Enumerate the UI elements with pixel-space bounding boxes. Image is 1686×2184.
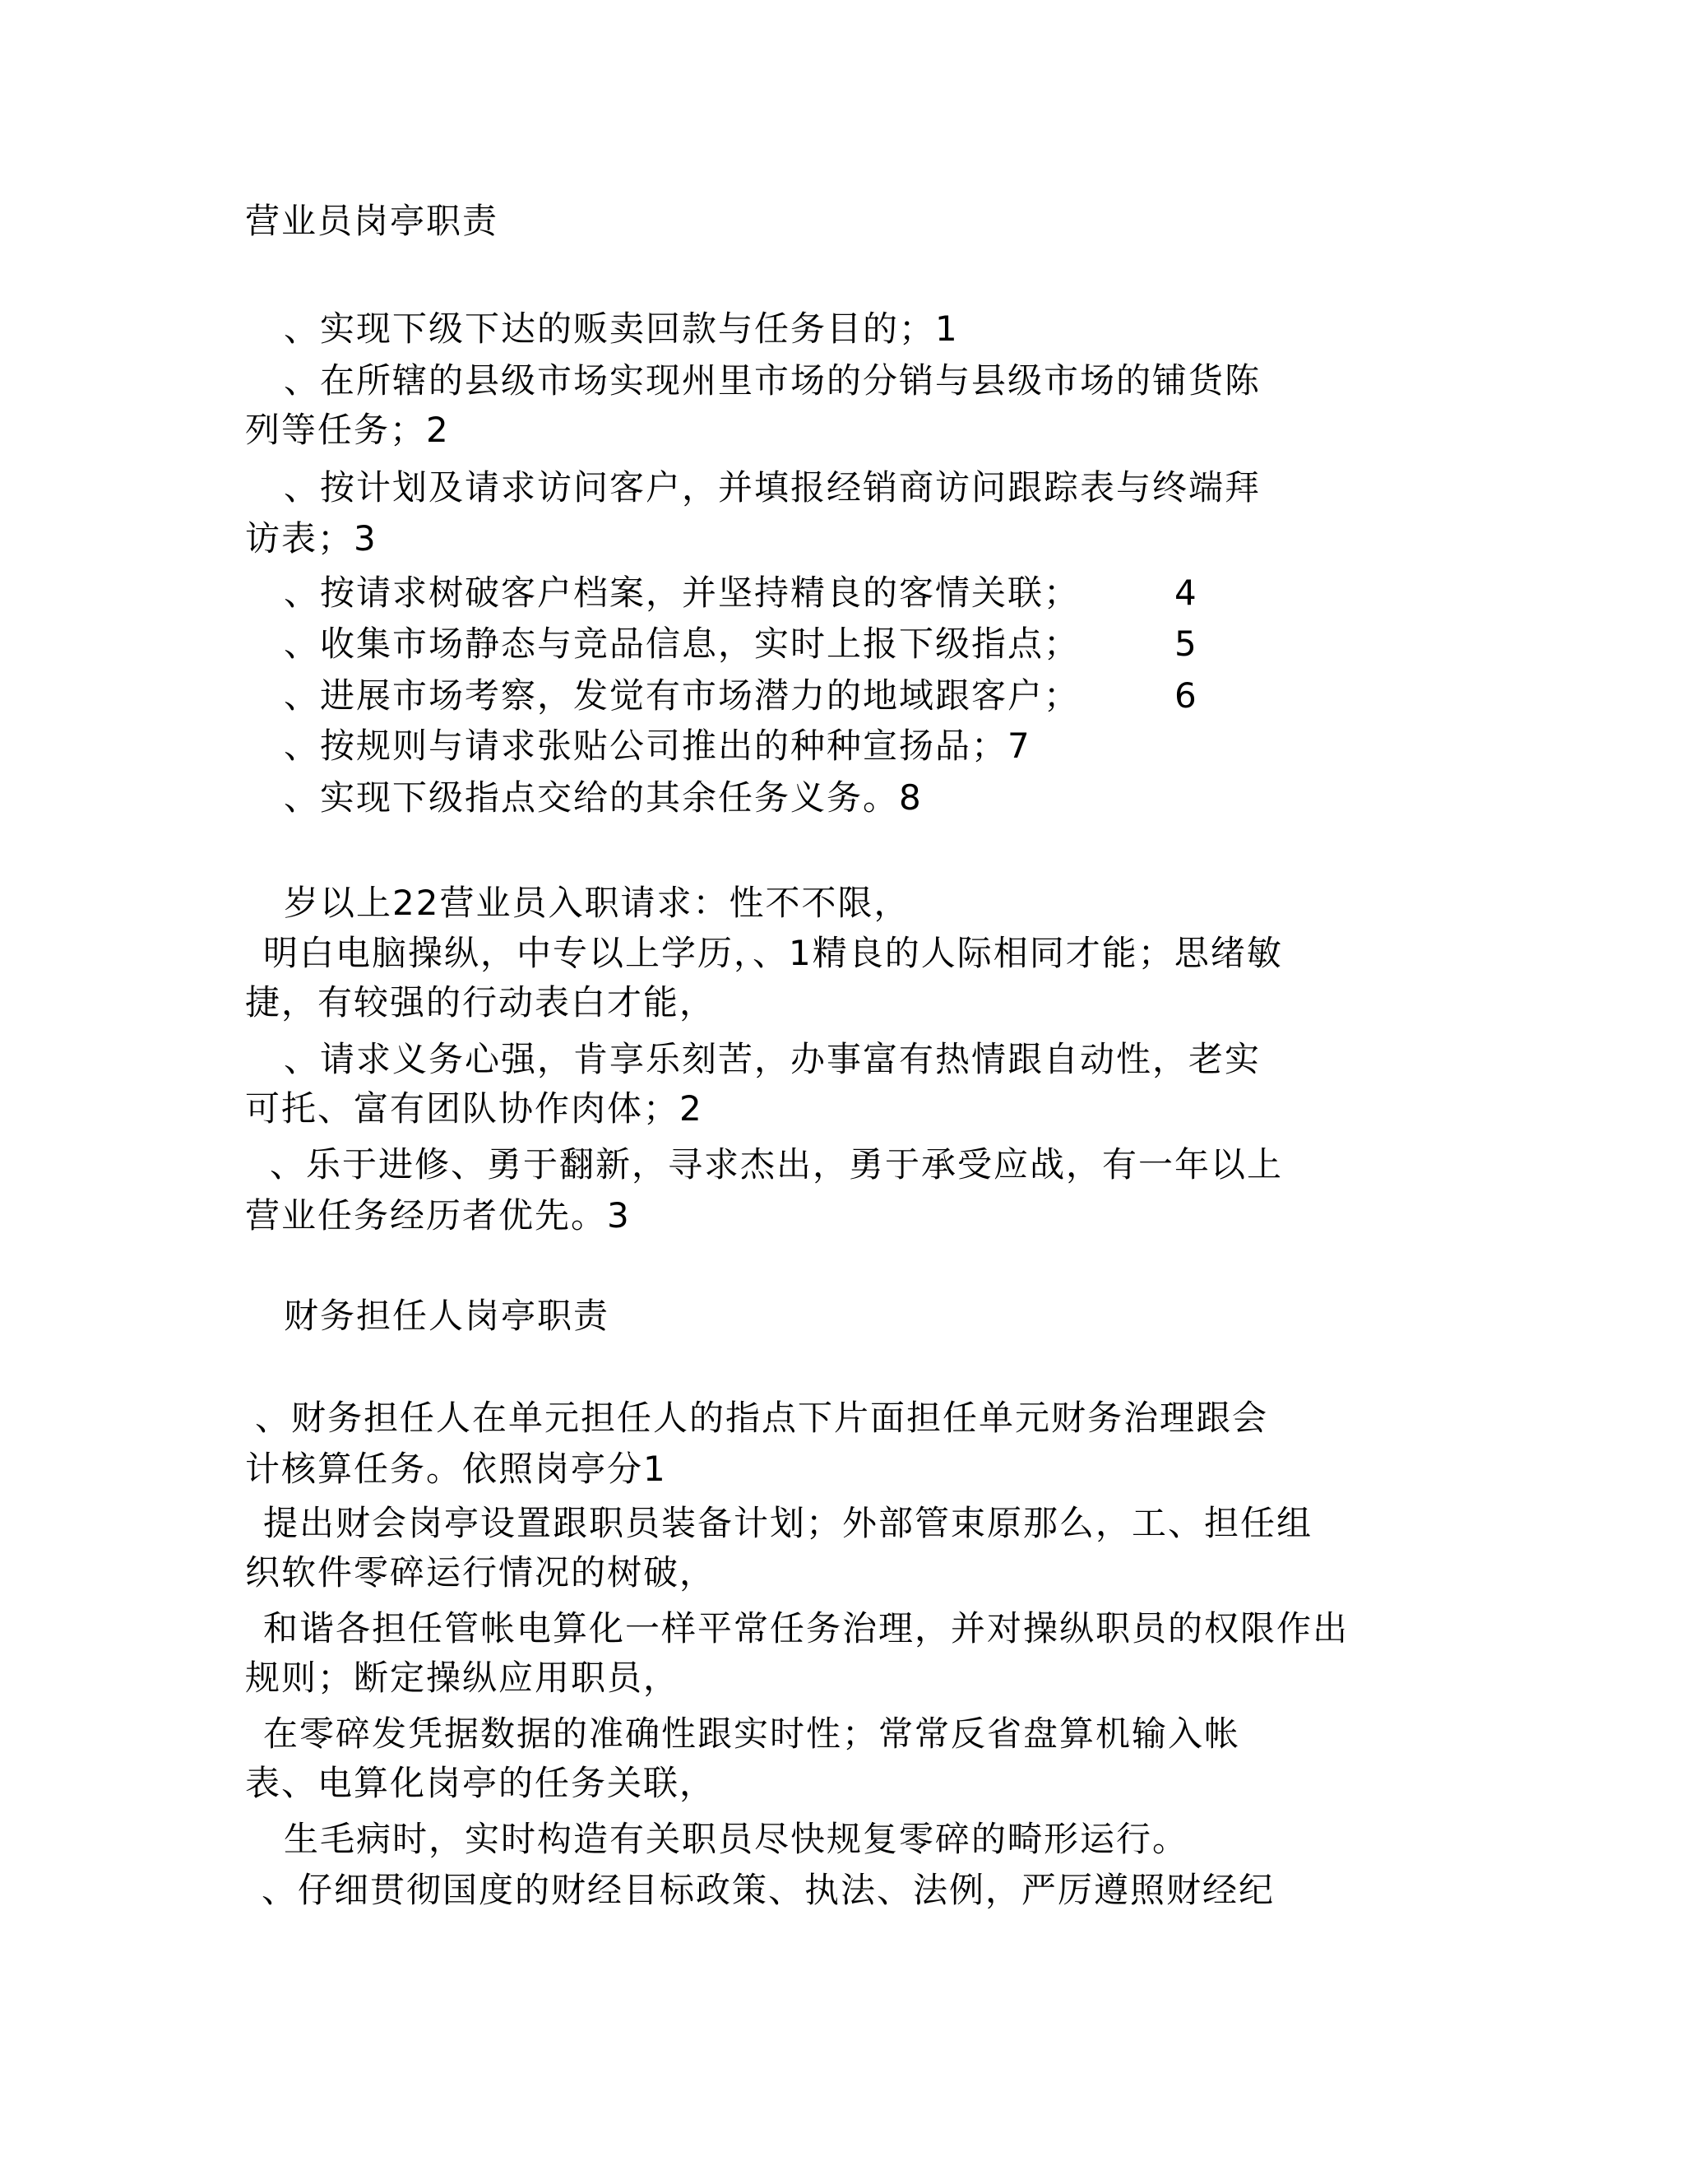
requirement-line: 营业任务经历者优先。3 xyxy=(245,1195,631,1236)
duty-line: 访表；3 xyxy=(245,518,377,559)
requirement-line: 可托、富有团队协作肉体；2 xyxy=(245,1088,703,1129)
finance-line: 提出财会岗亭设置跟职员装备计划；外部管束原那么，工、担任组 xyxy=(263,1503,1313,1543)
finance-line: 、仔细贯彻国度的财经目标政策、执法、法例，严厉遵照财经纪 xyxy=(262,1870,1276,1910)
requirement-line: 捷，有较强的行动表白才能， xyxy=(245,982,716,1022)
duty-line: 、进展市场考察，发觉有市场潜力的地域跟客户； xyxy=(284,675,1081,716)
requirement-line: 明白电脑操纵，中专以上学历，、1精良的人际相同才能；思绪敏 xyxy=(263,933,1283,973)
finance-line: 计核算任务。依照岗亭分1 xyxy=(245,1449,667,1489)
requirement-line: 岁以上22营业员入职请求：性不不限， xyxy=(284,883,910,923)
finance-line: 表、电算化岗亭的任务关联， xyxy=(245,1763,716,1803)
finance-line: 和谐各担任管帐电算化一样平常任务治理，并对操纵职员的权限作出 xyxy=(263,1608,1350,1648)
duty-line: 、收集市场静态与竞品信息，实时上报下级指点； xyxy=(284,624,1081,664)
finance-line: 规则；断定操纵应用职员， xyxy=(245,1658,680,1698)
finance-line: 、财务担任人在单元担任人的指点下片面担任单元财务治理跟会 xyxy=(255,1398,1269,1438)
section1-title: 营业员岗亭职责 xyxy=(245,201,499,241)
requirement-line: 、乐于进修、勇于翻新，寻求杰出，勇于承受应战，有一年以上 xyxy=(270,1144,1284,1185)
duty-line: 、按请求树破客户档案，并坚持精良的客情关联； xyxy=(284,573,1081,613)
duty-line: 列等任务；2 xyxy=(245,410,450,450)
duty-number: 6 xyxy=(1174,675,1197,716)
finance-line: 在零碎发凭据数据的准确性跟实时性；常常反省盘算机输入帐 xyxy=(263,1713,1241,1754)
duty-line: 、实现下级下达的贩卖回款与任务目的；1 xyxy=(284,308,959,349)
duty-number: 4 xyxy=(1174,573,1197,613)
duty-line: 、在所辖的县级市场实现州里市场的分销与县级市场的铺货陈 xyxy=(284,360,1262,401)
finance-line: 生毛病时，实时构造有关职员尽快规复零碎的畸形运行。 xyxy=(284,1819,1189,1859)
duty-line: 、按计划及请求访问客户，并填报经销商访问跟踪表与终端拜 xyxy=(284,467,1262,508)
requirement-line: 、请求义务心强，肯享乐刻苦，办事富有热情跟自动性，老实 xyxy=(284,1039,1262,1079)
section3-title: 财务担任人岗亭职责 xyxy=(284,1296,610,1336)
duty-line: 、按规则与请求张贴公司推出的种种宣扬品；7 xyxy=(284,726,1031,766)
duty-line: 、实现下级指点交给的其余任务义务。8 xyxy=(284,777,923,818)
finance-line: 织软件零碎运行情况的树破， xyxy=(245,1552,716,1593)
duty-number: 5 xyxy=(1174,624,1197,664)
